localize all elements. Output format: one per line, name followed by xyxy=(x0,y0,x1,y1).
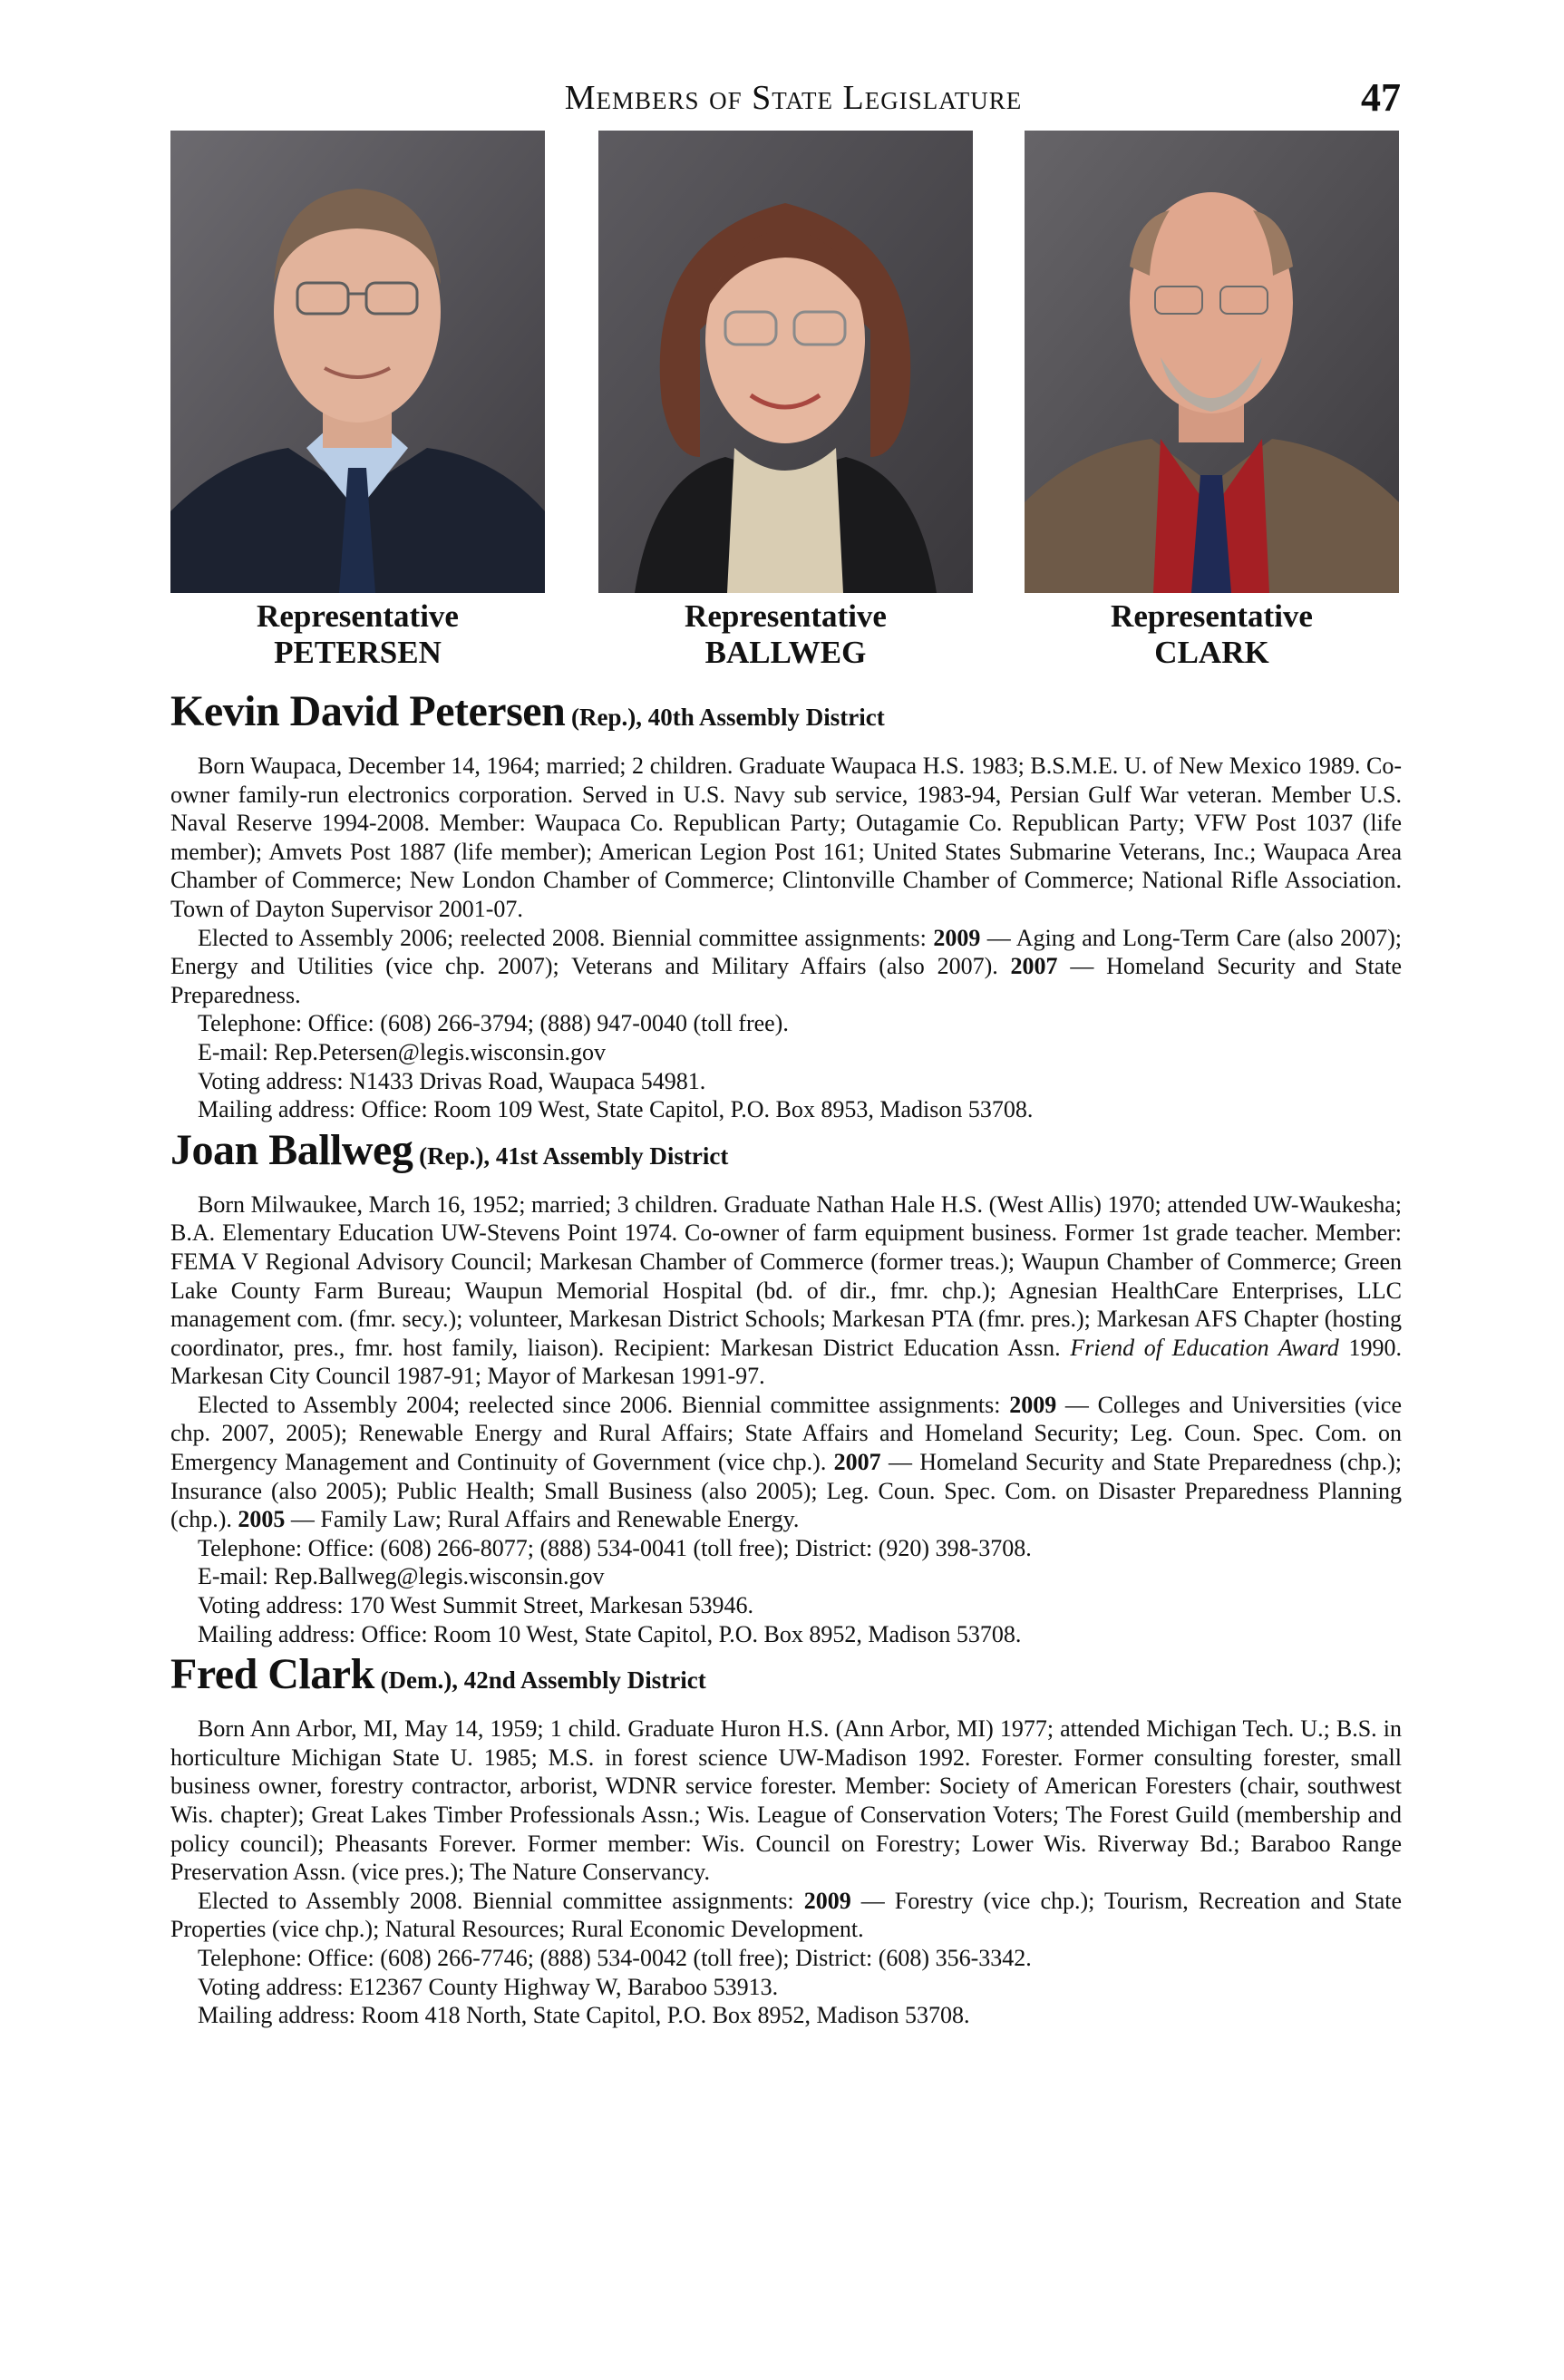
portrait-ballweg xyxy=(598,131,973,593)
biographies xyxy=(170,689,1402,2030)
member-committees: Elected to Assembly 2004; reelected since 2006. Biennial committee assignments: 2009 — Colleges and Universities (vice chp. 2007, 2005); Renewable Energy and Rural Affairs; State Affairs and Homeland Security; Leg. Coun. Spec. Com. on Emergency Management and Continuity of Government (vice chp.). 2007 — Homeland Security and State Preparedness (chp.); Insurance (also 2005); Public Health; Small Business (also 2005); Leg. Coun. Spec. Com. on Disaster Preparedness Planning (chp.). 2005 — Family Law; Rural Affairs and Renewable Energy. xyxy=(170,1391,1402,1533)
portrait-row xyxy=(170,131,1402,593)
member-district: (Rep.), 40th Assembly District xyxy=(565,704,885,731)
member-bio: Born Ann Arbor, MI, May 14, 1959; 1 child. Graduate Huron H.S. (Ann Arbor, MI) 1977; attended Michigan Tech. U.; B.S. in horticulture Michigan State U. 1985; M.S. in forest science UW-Madison 1992. Forester. Former consulting forester, small business owner, forestry contractor, arborist, WDNR service forester. Member: Society of American Foresters (chair, southwest Wis. chapter); Great Lakes Timber Professionals Assn.; Wis. League of Conservation Voters; The Forest Guild (membership and policy council); Pheasants Forever. Former member: Wis. Council on Forestry; Lower Wis. Riverway Bd.; Baraboo Range Preservation Assn. (vice pres.); The Nature Conservancy. xyxy=(170,1715,1402,1886)
member-telephone: Telephone: Office: (608) 266-3794; (888) 947-0040 (toll free). xyxy=(198,1010,789,1037)
caption-surname: CLARK xyxy=(1154,635,1269,670)
caption-clark xyxy=(1025,598,1399,671)
member-committees: Elected to Assembly 2008. Biennial committee assignments: 2009 — Forestry (vice chp.); Tourism, Recreation and State Properties (vice chp.); Natural Resources; Rural Economic Development. xyxy=(170,1887,1403,1943)
running-title: Members of State Legislature xyxy=(564,79,1023,117)
member-voting-address: Voting address: E12367 County Highway W, Baraboo 53913. xyxy=(198,1973,779,2000)
caption-surname: BALLWEG xyxy=(704,635,867,670)
member-heading xyxy=(170,1125,1402,1183)
caption-title: Representative xyxy=(257,598,459,634)
member-telephone: Telephone: Office: (608) 266-8077; (888) 534-0041 (toll free); District: (920) 398-3708. xyxy=(198,1534,1032,1561)
member-email: E-mail: Rep.Ballweg@legis.wisconsin.gov xyxy=(198,1563,605,1590)
member-entry-clark xyxy=(170,1652,1402,2030)
member-name: Joan Ballweg xyxy=(170,1125,413,1174)
member-mailing-address: Mailing address: Office: Room 109 West, State Capitol, P.O. Box 8953, Madison 53708. xyxy=(198,1096,1034,1123)
member-entry-petersen xyxy=(170,689,1402,1124)
page-number: 47 xyxy=(1361,75,1401,120)
member-mailing-address: Mailing address: Office: Room 10 West, State Capitol, P.O. Box 8952, Madison 53708. xyxy=(198,1620,1022,1647)
award-title: Friend of Education Award xyxy=(1070,1334,1339,1361)
member-voting-address: Voting address: 170 West Summit Street, Markesan 53946. xyxy=(198,1592,753,1619)
caption-title: Representative xyxy=(685,598,887,634)
member-name: Fred Clark xyxy=(170,1650,374,1699)
portrait-petersen xyxy=(170,131,545,593)
member-voting-address: Voting address: N1433 Drivas Road, Waupaca 54981. xyxy=(198,1067,706,1094)
member-district: (Rep.), 41st Assembly District xyxy=(413,1141,729,1170)
member-committees: Elected to Assembly 2006; reelected 2008. Biennial committee assignments: 2009 — Aging and Long-Term Care (also 2007); Energy and Utilities (vice chp. 2007); Veterans and Military Affairs (also 2007). 2007 — Homeland Security and State Preparedness. xyxy=(170,924,1402,1008)
portrait-captions xyxy=(170,598,1402,671)
member-name: Kevin David Petersen xyxy=(170,687,566,735)
caption-title: Representative xyxy=(1111,598,1313,634)
member-email: E-mail: Rep.Petersen@legis.wisconsin.gov xyxy=(198,1038,606,1065)
caption-surname: PETERSEN xyxy=(274,635,442,670)
member-mailing-address: Mailing address: Room 418 North, State Capitol, P.O. Box 8952, Madison 53708. xyxy=(198,2002,970,2029)
member-district: (Dem.), 42nd Assembly District xyxy=(374,1666,706,1695)
member-bio: Born Milwaukee, March 16, 1952; married; 3 children. Graduate Nathan Hale H.S. (West Allis) 1970; attended UW-Waukesha; B.A. Elementary Education UW-Stevens Point 1974. Co-owner of farm equipment business. Former 1st grade teacher. Member: FEMA V Regional Advisory Council; Markesan Chamber of Commerce (former treas.); Waupun Chamber of Commerce; Green Lake County Farm Bureau; Waupun Memorial Hospital (bd. of dir., fmr. chp.); Agnesian HealthCare Enterprises, LLC management com. (fmr. secy.); volunteer, Markesan District Schools; Markesan PTA (fmr. pres.); Markesan AFS Chapter (hosting coordinator, pres., fmr. host family, liaison). Recipient: Markesan District Education Assn. Friend of Education Award 1990. Markesan City Council 1987-91; Mayor of Markesan 1991-97. xyxy=(170,1190,1402,1390)
member-entry-ballweg xyxy=(170,1125,1402,1649)
running-head xyxy=(0,75,1564,123)
member-heading xyxy=(170,689,1402,744)
member-heading xyxy=(170,1652,1402,1707)
caption-ballweg xyxy=(598,598,973,671)
portrait-clark xyxy=(1025,131,1399,593)
caption-petersen xyxy=(170,598,545,671)
member-bio: Born Waupaca, December 14, 1964; married; 2 children. Graduate Waupaca H.S. 1983; B.S.M.E. U. of New Mexico 1989. Co-owner family-run electronics corporation. Served in U.S. Navy sub service, 1983-94, Persian Gulf War veteran. Member U.S. Naval Reserve 1994-2008. Member: Waupaca Co. Republican Party; Outagamie Co. Republican Party; VFW Post 1037 (life member); Amvets Post 1887 (life member); American Legion Post 161; United States Submarine Veterans, Inc.; Waupaca Area Chamber of Commerce; New London Chamber of Commerce; Clintonville Chamber of Commerce; National Rifle Association. Town of Dayton Supervisor 2001-07. xyxy=(170,753,1402,922)
member-telephone: Telephone: Office: (608) 266-7746; (888) 534-0042 (toll free); District: (608) 356-3342. xyxy=(198,1944,1032,1971)
